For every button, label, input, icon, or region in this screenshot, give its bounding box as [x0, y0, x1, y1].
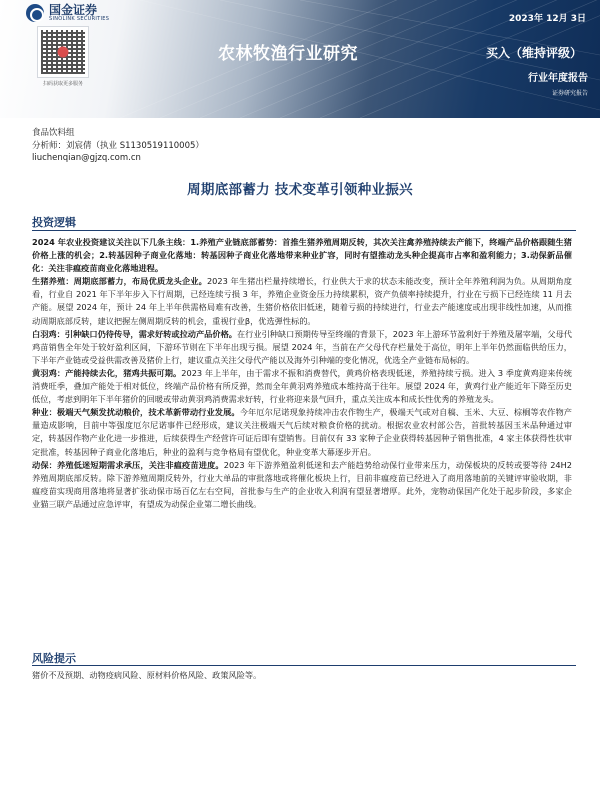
- analyst-info: [32, 127, 204, 165]
- qr-code-icon[interactable]: [37, 26, 89, 78]
- logo-text-cn: 国金证券: [49, 3, 98, 17]
- paragraph-white-chicken: 白羽鸡：引种缺口仍待传导，需求好转或拉动产品价格。在行业引种缺口预期传导至终端的背景下，2023 年上游环节盈利好于养殖及屠宰端，父母代鸡苗销售全年处于较好盈利区间，下游环节则在下半年出现亏损。展望 2024 年，当前在产父母代存栏量处于高位，明年上半年仍然面临供给压力，下半年产业链或受益供需改善及猪价上行，建议重点关注父母代产能以及海外引种端的变化情况，优选全产业链布局标的。: [32, 328, 572, 365]
- risk-body: 猪价不及预期、动物疫病风险、原材料价格风险、政策风险等。: [32, 670, 262, 680]
- report-date: 2023年 12月 3日: [508, 14, 586, 24]
- analyst-name: 分析师：刘宸倩（执业 S1130519110005）: [32, 140, 204, 151]
- paragraph-intro: 2024 年农业投资建议关注以下几条主线：1.养殖产业链底部蓄势：首推生猪养殖周期反转，其次关注禽养殖持续去产能下，终端产品价格跟随生猪价格上涨的机会；2.转基因种子商业化落地：转基因种子商业化落地带来种业扩容，同时有望推动龙头种企提高市占率和盈利能力；3.动保新品催化：关注非瘟疫苗商业化落地进程。: [32, 237, 572, 274]
- industry-title: 农林牧渔行业研究: [218, 44, 358, 64]
- section-heading-investment-logic: 投资逻辑: [32, 216, 76, 229]
- section-divider: [32, 230, 576, 231]
- paragraph-pig: 生猪养殖：周期底部蓄力，布局优质龙头企业。2023 年生猪出栏量持续增长，行业供大于求的状态未能改变，预计全年养殖利润为负。从周期角度看，行业自 2021 年下半年步入下行周期，已经连续亏损 3 年，养殖企业资金压力持续累积，资产负债率持续提升，行业在亏损下已经连续 11 月去产能。展望 2024 年，预计 24 年上半年供需格局难有改善，生猪价格依旧低迷，随着亏损的持续进行，行业去产能速度或出现非线性加速，从而推动周期底部反转，建议把握左侧周期反转的机会，重视行业β，优选弹性标的。: [32, 276, 572, 326]
- section-heading-risk: 风险提示: [32, 652, 76, 665]
- report-type: 行业年度报告: [528, 73, 588, 84]
- section-divider: [32, 665, 576, 666]
- logo-text-en: SINOLINK SECURITIES: [49, 16, 110, 22]
- paragraph-seed: 种业：极端天气频发扰动粮价，技术革新带动行业发展。今年厄尔尼诺现象持续冲击农作物生产，极端天气或对自稿、玉米、大豆、棕榈等农作物产量造成影响，目前中等强度厄尔尼诺事件已经形成，建议关注极端天气后续对粮食价格的扰动。根据农业农村部公告，首批转基因玉米品种通过审定，转基因作物产业化进一步推进，后续获得生产经营许可证后即有望销售。目前仅有 33 家种子企业获得转基因种子销售批准，4 家主体获得性状审定批准，转基因种子商业化落地后，种业的盈利与竞争格局有望优化，种业变革大幕逐步开启。: [32, 407, 572, 457]
- investment-logic-body: [32, 236, 572, 511]
- report-header-banner: [0, 0, 600, 118]
- paragraph-yellow-chicken: 黄羽鸡：产能持续去化，猪鸡共振可期。2023 年上半年，由于需求不振和消费替代，黄鸡价格表现低迷，养殖持续亏损。进入 3 季度黄鸡迎来传统消费旺季，叠加产能处于相对低位，终端产品价格有所反弹，然而全年黄羽鸡养殖成本维持高于往年。展望 2024 年，黄鸡行业产能近年下降至历史低位，考虑到明年下半年猪价的回暖或带动黄羽鸡消费需求好转，行业将迎来景气回升，重点关注成本和成长性优秀的养殖龙头。: [32, 367, 572, 405]
- paragraph-animal-health: 动保：养殖低迷短期需求承压，关注非瘟疫苗进度。2023 年下游养殖盈利低迷和去产能趋势给动保行业带来压力，动保板块的反转或要等待 24H2 养殖周期底部反转。除下游养殖周期反转外，行业大单品的审批落地或将催化板块上行，目前非瘟疫苗已经进入了商用落地前的关键评审验收期，非瘟疫苗实现商用落地将显著扩张动保市场百亿左右空间，首批参与生产的企业收入利润有望显著增厚。此外，宠物动保国产化处于起步阶段，多家企业猫三联产品通过应急评审，有望成为动保企业第二增长曲线。: [32, 459, 572, 509]
- sinolink-logo-icon: [26, 4, 44, 22]
- report-main-title: 周期底部蓄力 技术变革引领种业振兴: [187, 182, 413, 198]
- analyst-group: 食品饮料组: [32, 128, 75, 138]
- analyst-email[interactable]: liuchenqian@gjzq.com.cn: [32, 153, 141, 163]
- report-unit: 证券研究报告: [551, 90, 588, 97]
- sinolink-logo: [26, 4, 109, 22]
- rating-badge: 买入（维持评级）: [485, 46, 582, 60]
- qr-caption: 扫码获取更多服务: [42, 81, 83, 87]
